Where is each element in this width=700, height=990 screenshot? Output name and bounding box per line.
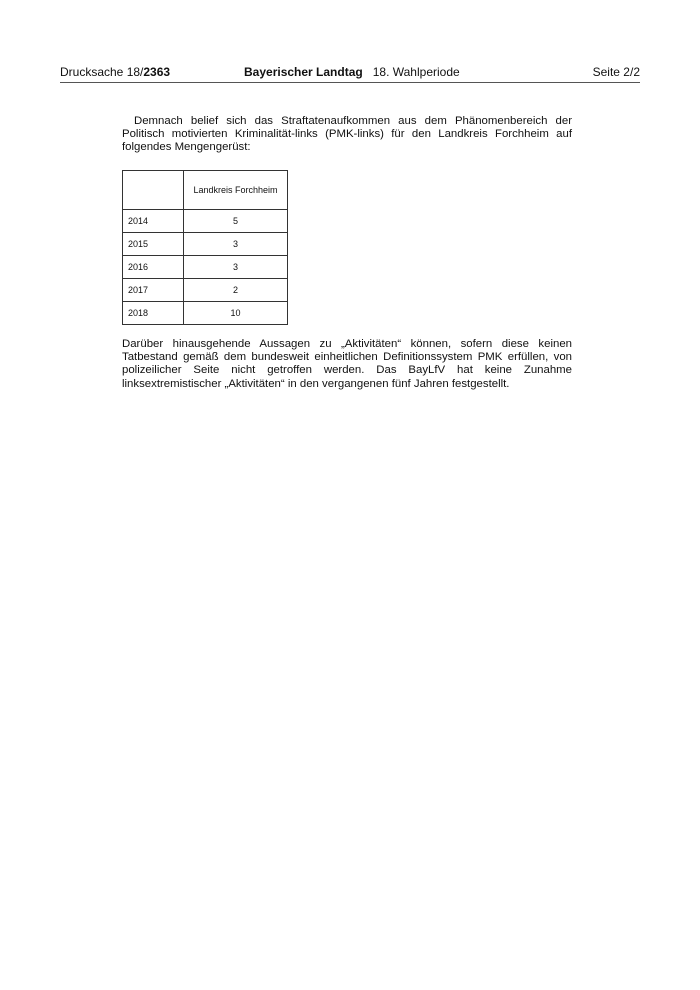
document-number: Drucksache 18/2363 bbox=[60, 65, 171, 79]
parliament-info bbox=[244, 64, 460, 80]
value-cell: 3 bbox=[184, 256, 288, 279]
table-row bbox=[123, 210, 288, 233]
closing-paragraph: Darüber hinausgehende Aussagen zu „Aktivitäten“ können, sofern diese keinen Tatbestand gemäß dem bundesweit einheitlichen Definitionssystem PMK erfüllen, von polizeilicher Seite nicht getroffen werden. Das BayLfV hat keine Zunahme linksextremistischer „Aktivitäten“ in den vergangenen fünf Jahren festgestellt. bbox=[122, 338, 572, 390]
legislative-period: 18. Wahlperiode bbox=[372, 65, 460, 79]
header-divider bbox=[60, 82, 640, 83]
value-cell: 5 bbox=[184, 210, 288, 233]
table-row bbox=[123, 302, 288, 325]
year-cell: 2014 bbox=[123, 210, 184, 233]
table-row bbox=[123, 279, 288, 302]
table-corner-cell bbox=[123, 171, 184, 210]
parliament-name: Bayerischer Landtag bbox=[244, 65, 363, 79]
year-cell: 2015 bbox=[123, 233, 184, 256]
table-row bbox=[123, 256, 288, 279]
table-row bbox=[123, 233, 288, 256]
value-cell: 10 bbox=[184, 302, 288, 325]
year-cell: 2017 bbox=[123, 279, 184, 302]
page-number: Seite 2/2 bbox=[592, 65, 640, 79]
year-cell: 2018 bbox=[123, 302, 184, 325]
intro-paragraph: Demnach belief sich das Straftatenaufkommen aus dem Phänomenbereich der Politisch motivierten Kriminalität-links (PMK-links) für den Landkreis Forchheim auf folgendes Mengengerüst: bbox=[122, 115, 572, 154]
column-header-landkreis: Landkreis Forchheim bbox=[184, 171, 288, 210]
statistics-table bbox=[122, 170, 288, 325]
page-header bbox=[60, 64, 640, 82]
year-cell: 2016 bbox=[123, 256, 184, 279]
value-cell: 2 bbox=[184, 279, 288, 302]
table-header-row bbox=[123, 171, 288, 210]
value-cell: 3 bbox=[184, 233, 288, 256]
